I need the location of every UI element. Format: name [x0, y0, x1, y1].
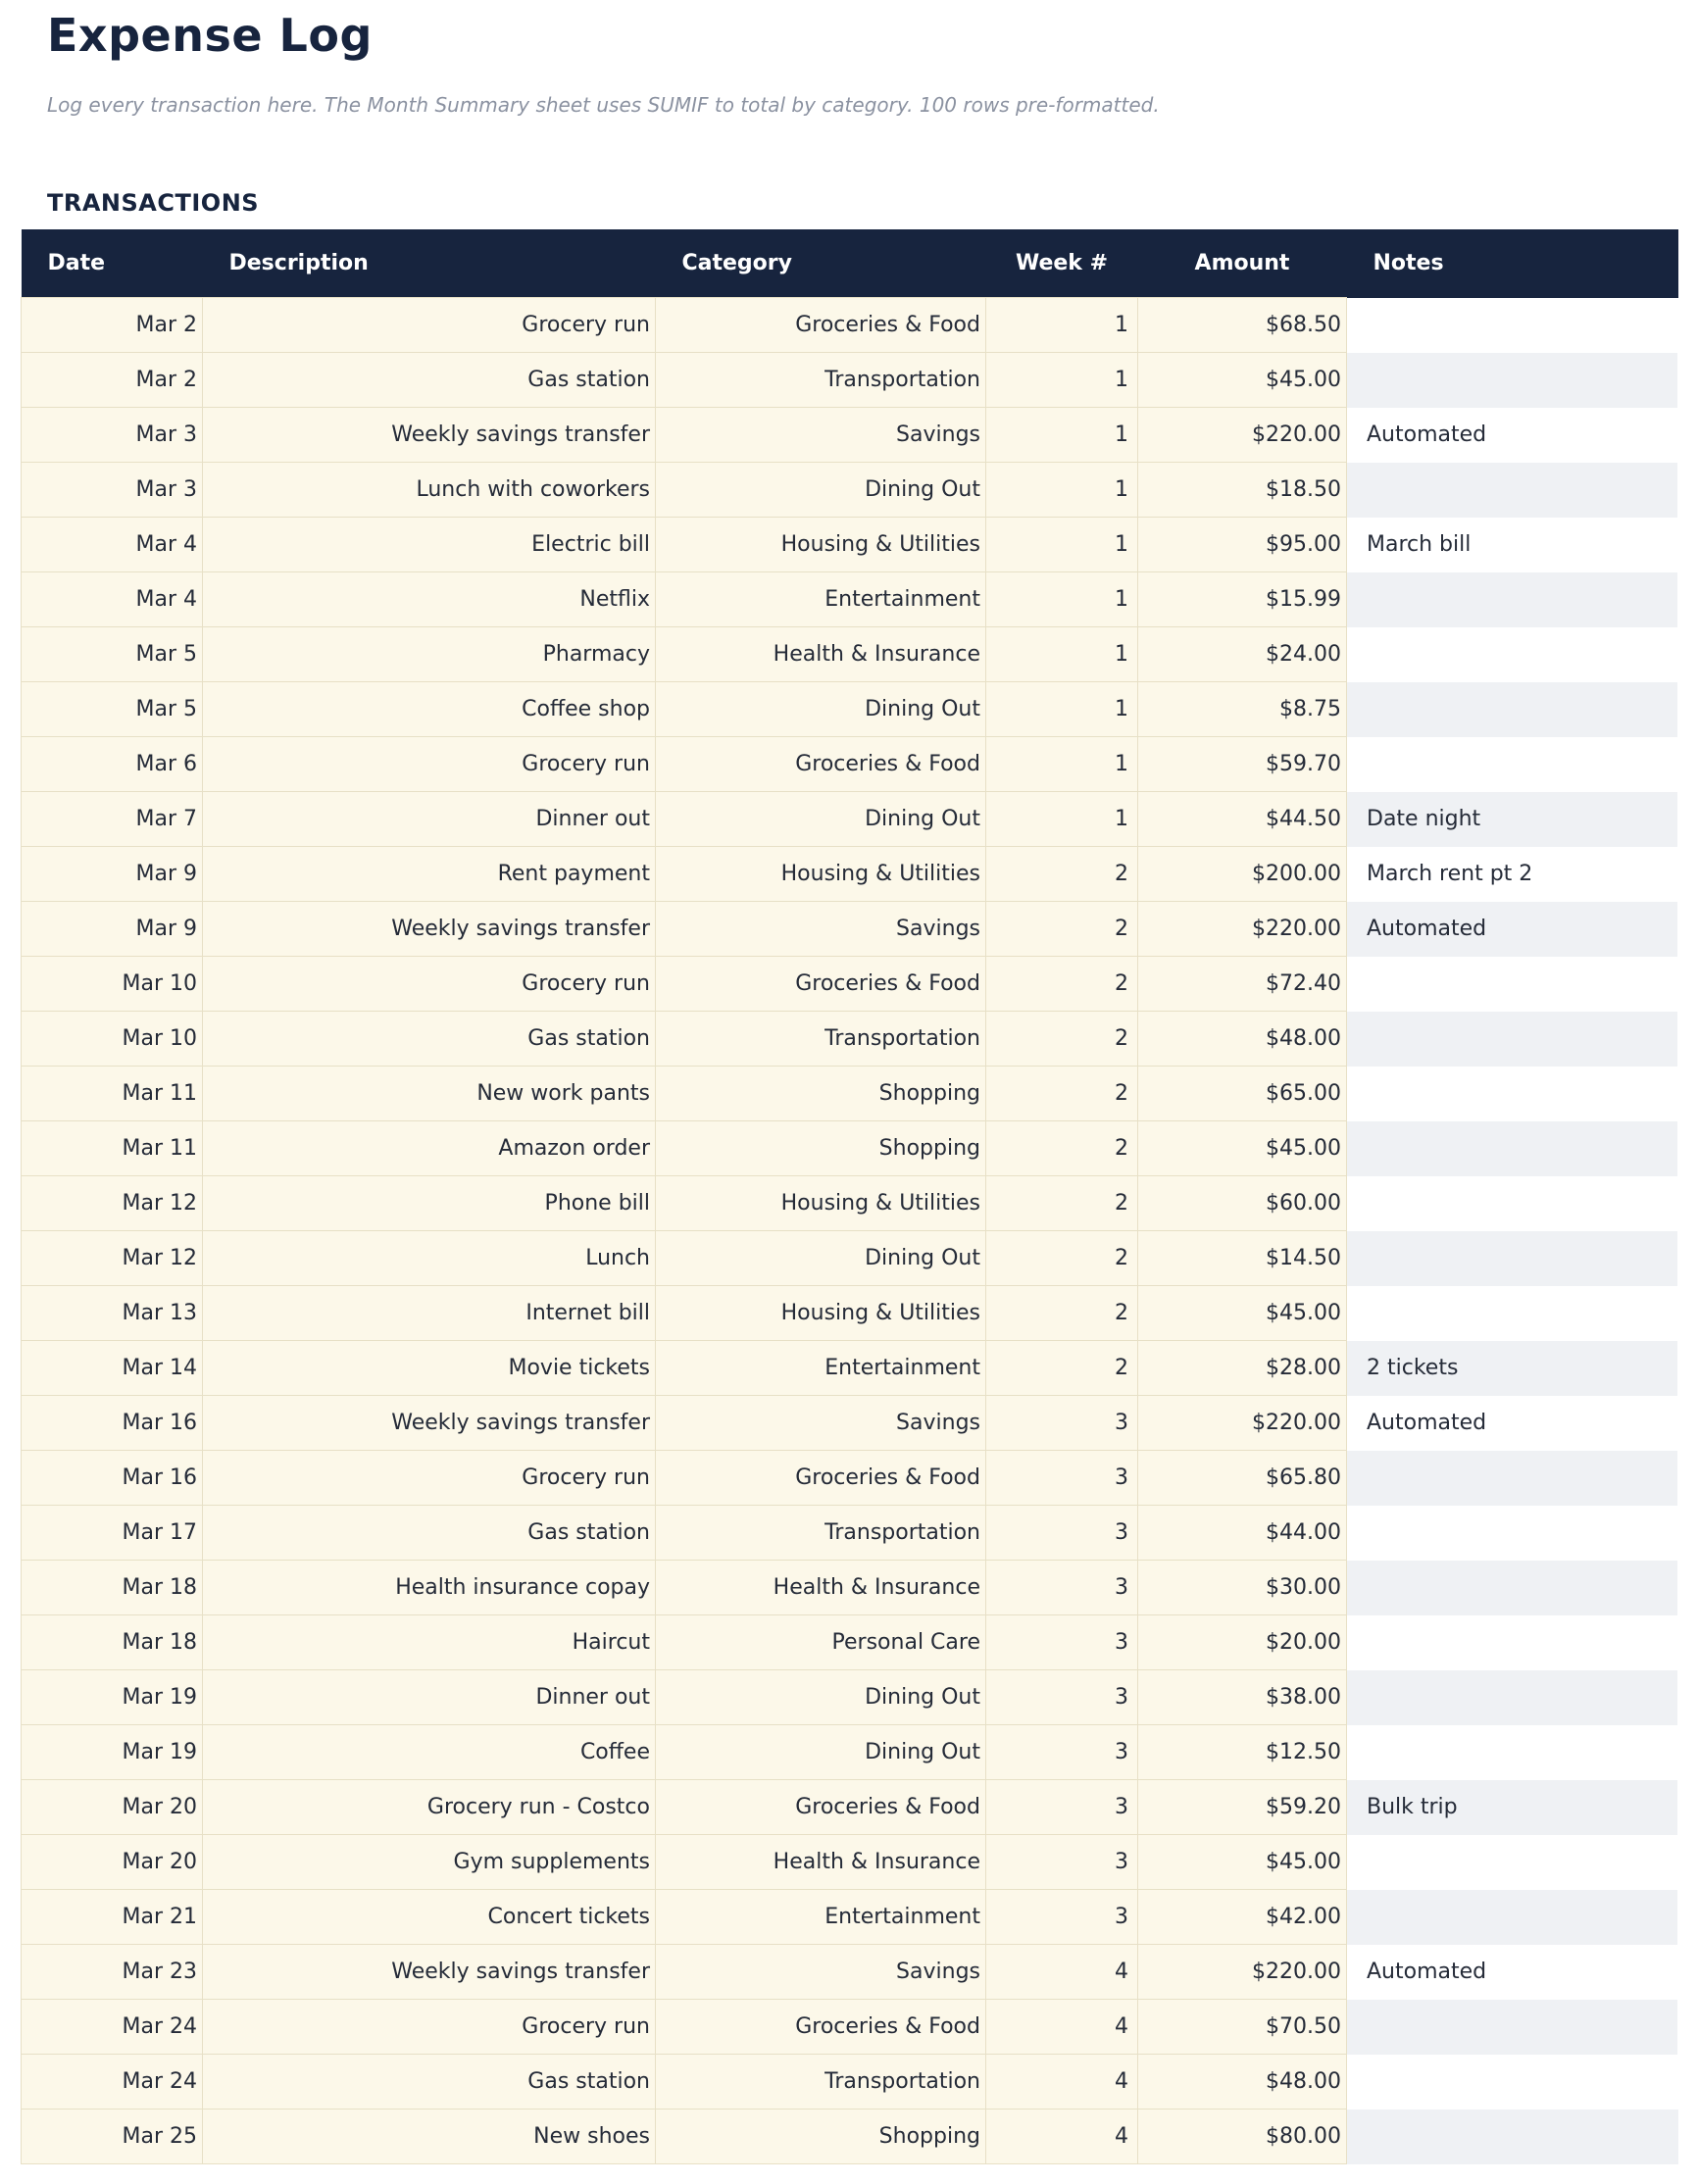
table-row: [22, 1945, 1678, 2000]
table-row: [22, 1561, 1678, 1615]
cell-amount: $15.99: [1138, 572, 1347, 627]
column-header-category: Category: [656, 229, 986, 298]
cell-notes: Bulk trip: [1347, 1780, 1678, 1835]
cell-week: 3: [986, 1396, 1138, 1451]
cell-description: Pharmacy: [203, 627, 656, 682]
table-row: [22, 298, 1678, 353]
table-row: [22, 353, 1678, 408]
cell-notes: [1347, 1890, 1678, 1945]
cell-description: Weekly savings transfer: [203, 902, 656, 957]
cell-amount: $24.00: [1138, 627, 1347, 682]
cell-date: Mar 23: [22, 1945, 203, 2000]
cell-amount: $44.50: [1138, 792, 1347, 847]
cell-category: Health & Insurance: [656, 1835, 986, 1890]
cell-notes: [1347, 1121, 1678, 1176]
cell-notes: March bill: [1347, 518, 1678, 572]
cell-amount: $28.00: [1138, 1341, 1347, 1396]
cell-notes: [1347, 1835, 1678, 1890]
cell-date: Mar 12: [22, 1231, 203, 1286]
cell-date: Mar 10: [22, 957, 203, 1012]
cell-date: Mar 18: [22, 1561, 203, 1615]
cell-category: Entertainment: [656, 1890, 986, 1945]
cell-notes: [1347, 1286, 1678, 1341]
cell-amount: $38.00: [1138, 1670, 1347, 1725]
cell-amount: $20.00: [1138, 1615, 1347, 1670]
cell-amount: $95.00: [1138, 518, 1347, 572]
cell-date: Mar 19: [22, 1670, 203, 1725]
table-row: [22, 792, 1678, 847]
cell-description: Grocery run - Costco: [203, 1780, 656, 1835]
cell-notes: [1347, 1615, 1678, 1670]
cell-notes: Automated: [1347, 408, 1678, 463]
cell-category: Personal Care: [656, 1615, 986, 1670]
cell-week: 4: [986, 2000, 1138, 2055]
cell-week: 1: [986, 518, 1138, 572]
page-subtitle: Log every transaction here. The Month Summary sheet uses SUMIF to total by category. 100 rows pre-formatted.: [47, 92, 1160, 117]
cell-category: Dining Out: [656, 1231, 986, 1286]
cell-notes: [1347, 1725, 1678, 1780]
cell-week: 4: [986, 2055, 1138, 2110]
cell-category: Dining Out: [656, 463, 986, 518]
cell-week: 1: [986, 682, 1138, 737]
cell-category: Savings: [656, 408, 986, 463]
cell-week: 2: [986, 1286, 1138, 1341]
table-row: [22, 957, 1678, 1012]
transactions-table: [21, 229, 1678, 2165]
table-row: [22, 518, 1678, 572]
cell-description: Grocery run: [203, 737, 656, 792]
cell-amount: $45.00: [1138, 1835, 1347, 1890]
cell-notes: [1347, 627, 1678, 682]
cell-description: Grocery run: [203, 298, 656, 353]
table-row: [22, 902, 1678, 957]
cell-category: Housing & Utilities: [656, 1286, 986, 1341]
cell-date: Mar 3: [22, 463, 203, 518]
cell-description: Gas station: [203, 2055, 656, 2110]
cell-week: 3: [986, 1890, 1138, 1945]
cell-description: Weekly savings transfer: [203, 1945, 656, 2000]
table-row: [22, 2110, 1678, 2164]
cell-amount: $68.50: [1138, 298, 1347, 353]
cell-date: Mar 21: [22, 1890, 203, 1945]
cell-week: 4: [986, 2110, 1138, 2164]
cell-date: Mar 11: [22, 1067, 203, 1121]
cell-amount: $12.50: [1138, 1725, 1347, 1780]
cell-description: New shoes: [203, 2110, 656, 2164]
cell-amount: $42.00: [1138, 1890, 1347, 1945]
cell-description: Netflix: [203, 572, 656, 627]
cell-description: Grocery run: [203, 2000, 656, 2055]
cell-category: Savings: [656, 1945, 986, 2000]
cell-category: Health & Insurance: [656, 1561, 986, 1615]
cell-notes: [1347, 572, 1678, 627]
table-row: [22, 1615, 1678, 1670]
cell-notes: [1347, 463, 1678, 518]
cell-category: Groceries & Food: [656, 737, 986, 792]
cell-week: 3: [986, 1835, 1138, 1890]
cell-notes: Automated: [1347, 1945, 1678, 2000]
cell-amount: $59.20: [1138, 1780, 1347, 1835]
cell-amount: $220.00: [1138, 408, 1347, 463]
cell-date: Mar 5: [22, 682, 203, 737]
table-row: [22, 1176, 1678, 1231]
cell-notes: March rent pt 2: [1347, 847, 1678, 902]
column-header-description: Description: [203, 229, 656, 298]
cell-date: Mar 17: [22, 1506, 203, 1561]
cell-week: 2: [986, 902, 1138, 957]
cell-amount: $14.50: [1138, 1231, 1347, 1286]
cell-description: Health insurance copay: [203, 1561, 656, 1615]
cell-notes: [1347, 1012, 1678, 1067]
cell-amount: $8.75: [1138, 682, 1347, 737]
cell-notes: [1347, 353, 1678, 408]
table-row: [22, 463, 1678, 518]
cell-week: 2: [986, 1231, 1138, 1286]
cell-week: 1: [986, 353, 1138, 408]
table-row: [22, 572, 1678, 627]
cell-category: Housing & Utilities: [656, 518, 986, 572]
cell-notes: [1347, 2110, 1678, 2164]
cell-category: Transportation: [656, 1506, 986, 1561]
cell-category: Dining Out: [656, 1670, 986, 1725]
column-header-date: Date: [22, 229, 203, 298]
cell-date: Mar 24: [22, 2000, 203, 2055]
table-row: [22, 1780, 1678, 1835]
cell-description: Dinner out: [203, 1670, 656, 1725]
cell-week: 4: [986, 1945, 1138, 2000]
table-row: [22, 1890, 1678, 1945]
cell-category: Entertainment: [656, 572, 986, 627]
cell-week: 1: [986, 463, 1138, 518]
cell-description: Lunch with coworkers: [203, 463, 656, 518]
column-header-week: Week #: [986, 229, 1138, 298]
cell-category: Housing & Utilities: [656, 847, 986, 902]
table-row: [22, 1012, 1678, 1067]
cell-amount: $45.00: [1138, 1286, 1347, 1341]
cell-amount: $80.00: [1138, 2110, 1347, 2164]
cell-date: Mar 19: [22, 1725, 203, 1780]
cell-category: Shopping: [656, 2110, 986, 2164]
column-header-notes: Notes: [1347, 229, 1678, 298]
cell-notes: [1347, 682, 1678, 737]
cell-category: Dining Out: [656, 792, 986, 847]
cell-date: Mar 7: [22, 792, 203, 847]
cell-category: Transportation: [656, 1012, 986, 1067]
cell-description: Weekly savings transfer: [203, 1396, 656, 1451]
cell-date: Mar 4: [22, 572, 203, 627]
cell-notes: [1347, 1451, 1678, 1506]
table-header-row: [22, 229, 1678, 298]
cell-notes: [1347, 1231, 1678, 1286]
table-row: [22, 1396, 1678, 1451]
cell-amount: $45.00: [1138, 353, 1347, 408]
cell-notes: [1347, 298, 1678, 353]
cell-category: Groceries & Food: [656, 2000, 986, 2055]
cell-date: Mar 11: [22, 1121, 203, 1176]
table-row: [22, 408, 1678, 463]
cell-amount: $70.50: [1138, 2000, 1347, 2055]
cell-date: Mar 9: [22, 902, 203, 957]
cell-notes: [1347, 957, 1678, 1012]
cell-description: Electric bill: [203, 518, 656, 572]
cell-notes: Automated: [1347, 1396, 1678, 1451]
table-row: [22, 1725, 1678, 1780]
cell-amount: $220.00: [1138, 1945, 1347, 2000]
cell-week: 3: [986, 1725, 1138, 1780]
cell-date: Mar 20: [22, 1780, 203, 1835]
cell-description: Weekly savings transfer: [203, 408, 656, 463]
cell-amount: $30.00: [1138, 1561, 1347, 1615]
cell-notes: [1347, 1067, 1678, 1121]
cell-description: Coffee shop: [203, 682, 656, 737]
cell-date: Mar 10: [22, 1012, 203, 1067]
table-row: [22, 847, 1678, 902]
table-row: [22, 2000, 1678, 2055]
table-row: [22, 1231, 1678, 1286]
cell-description: Amazon order: [203, 1121, 656, 1176]
cell-notes: [1347, 1176, 1678, 1231]
cell-category: Dining Out: [656, 682, 986, 737]
cell-date: Mar 2: [22, 298, 203, 353]
cell-week: 1: [986, 792, 1138, 847]
cell-description: Gas station: [203, 353, 656, 408]
table-row: [22, 1121, 1678, 1176]
cell-week: 3: [986, 1780, 1138, 1835]
table-row: [22, 1506, 1678, 1561]
cell-category: Groceries & Food: [656, 298, 986, 353]
table-row: [22, 1835, 1678, 1890]
cell-description: Lunch: [203, 1231, 656, 1286]
cell-week: 2: [986, 847, 1138, 902]
cell-week: 3: [986, 1615, 1138, 1670]
section-heading-transactions: TRANSACTIONS: [47, 188, 260, 217]
cell-category: Transportation: [656, 2055, 986, 2110]
cell-category: Dining Out: [656, 1725, 986, 1780]
cell-amount: $48.00: [1138, 1012, 1347, 1067]
cell-week: 1: [986, 572, 1138, 627]
cell-amount: $59.70: [1138, 737, 1347, 792]
cell-week: 3: [986, 1561, 1138, 1615]
cell-week: 1: [986, 737, 1138, 792]
cell-week: 3: [986, 1506, 1138, 1561]
cell-week: 2: [986, 957, 1138, 1012]
cell-category: Savings: [656, 1396, 986, 1451]
cell-week: 2: [986, 1067, 1138, 1121]
cell-week: 1: [986, 408, 1138, 463]
cell-description: Coffee: [203, 1725, 656, 1780]
cell-week: 1: [986, 627, 1138, 682]
cell-description: Phone bill: [203, 1176, 656, 1231]
table-row: [22, 682, 1678, 737]
cell-description: Gas station: [203, 1012, 656, 1067]
cell-week: 3: [986, 1451, 1138, 1506]
cell-description: Gas station: [203, 1506, 656, 1561]
cell-date: Mar 24: [22, 2055, 203, 2110]
cell-category: Housing & Utilities: [656, 1176, 986, 1231]
cell-date: Mar 18: [22, 1615, 203, 1670]
cell-date: Mar 2: [22, 353, 203, 408]
cell-week: 2: [986, 1121, 1138, 1176]
cell-notes: [1347, 1670, 1678, 1725]
cell-week: 2: [986, 1012, 1138, 1067]
column-header-amount: Amount: [1138, 229, 1347, 298]
cell-amount: $18.50: [1138, 463, 1347, 518]
cell-date: Mar 9: [22, 847, 203, 902]
table-row: [22, 627, 1678, 682]
cell-description: Movie tickets: [203, 1341, 656, 1396]
cell-notes: 2 tickets: [1347, 1341, 1678, 1396]
page-title: Expense Log: [47, 9, 373, 62]
cell-description: Concert tickets: [203, 1890, 656, 1945]
table-row: [22, 737, 1678, 792]
cell-description: Dinner out: [203, 792, 656, 847]
transactions-tbody: [22, 298, 1678, 2164]
cell-category: Transportation: [656, 353, 986, 408]
cell-week: 1: [986, 298, 1138, 353]
cell-notes: [1347, 1506, 1678, 1561]
cell-date: Mar 3: [22, 408, 203, 463]
cell-amount: $220.00: [1138, 902, 1347, 957]
cell-week: 2: [986, 1176, 1138, 1231]
cell-date: Mar 13: [22, 1286, 203, 1341]
cell-category: Health & Insurance: [656, 627, 986, 682]
cell-description: Rent payment: [203, 847, 656, 902]
cell-amount: $60.00: [1138, 1176, 1347, 1231]
cell-category: Savings: [656, 902, 986, 957]
table-row: [22, 1670, 1678, 1725]
cell-notes: Automated: [1347, 902, 1678, 957]
cell-date: Mar 16: [22, 1396, 203, 1451]
cell-notes: [1347, 1561, 1678, 1615]
cell-category: Shopping: [656, 1121, 986, 1176]
cell-amount: $200.00: [1138, 847, 1347, 902]
cell-category: Groceries & Food: [656, 1780, 986, 1835]
cell-date: Mar 6: [22, 737, 203, 792]
cell-date: Mar 5: [22, 627, 203, 682]
cell-date: Mar 14: [22, 1341, 203, 1396]
cell-date: Mar 25: [22, 2110, 203, 2164]
cell-date: Mar 16: [22, 1451, 203, 1506]
cell-description: New work pants: [203, 1067, 656, 1121]
cell-category: Groceries & Food: [656, 957, 986, 1012]
cell-date: Mar 4: [22, 518, 203, 572]
cell-amount: $45.00: [1138, 1121, 1347, 1176]
cell-amount: $72.40: [1138, 957, 1347, 1012]
cell-description: Internet bill: [203, 1286, 656, 1341]
cell-amount: $48.00: [1138, 2055, 1347, 2110]
cell-week: 3: [986, 1670, 1138, 1725]
table-row: [22, 1341, 1678, 1396]
cell-date: Mar 20: [22, 1835, 203, 1890]
cell-amount: $65.00: [1138, 1067, 1347, 1121]
table-row: [22, 1286, 1678, 1341]
cell-category: Groceries & Food: [656, 1451, 986, 1506]
cell-description: Gym supplements: [203, 1835, 656, 1890]
cell-category: Entertainment: [656, 1341, 986, 1396]
table-row: [22, 2055, 1678, 2110]
table-row: [22, 1067, 1678, 1121]
cell-notes: [1347, 2000, 1678, 2055]
cell-notes: Date night: [1347, 792, 1678, 847]
cell-category: Shopping: [656, 1067, 986, 1121]
cell-amount: $220.00: [1138, 1396, 1347, 1451]
cell-week: 2: [986, 1341, 1138, 1396]
cell-notes: [1347, 737, 1678, 792]
cell-amount: $44.00: [1138, 1506, 1347, 1561]
cell-notes: [1347, 2055, 1678, 2110]
cell-amount: $65.80: [1138, 1451, 1347, 1506]
cell-description: Haircut: [203, 1615, 656, 1670]
cell-description: Grocery run: [203, 957, 656, 1012]
table-row: [22, 1451, 1678, 1506]
cell-description: Grocery run: [203, 1451, 656, 1506]
cell-date: Mar 12: [22, 1176, 203, 1231]
table-header: [22, 229, 1678, 298]
